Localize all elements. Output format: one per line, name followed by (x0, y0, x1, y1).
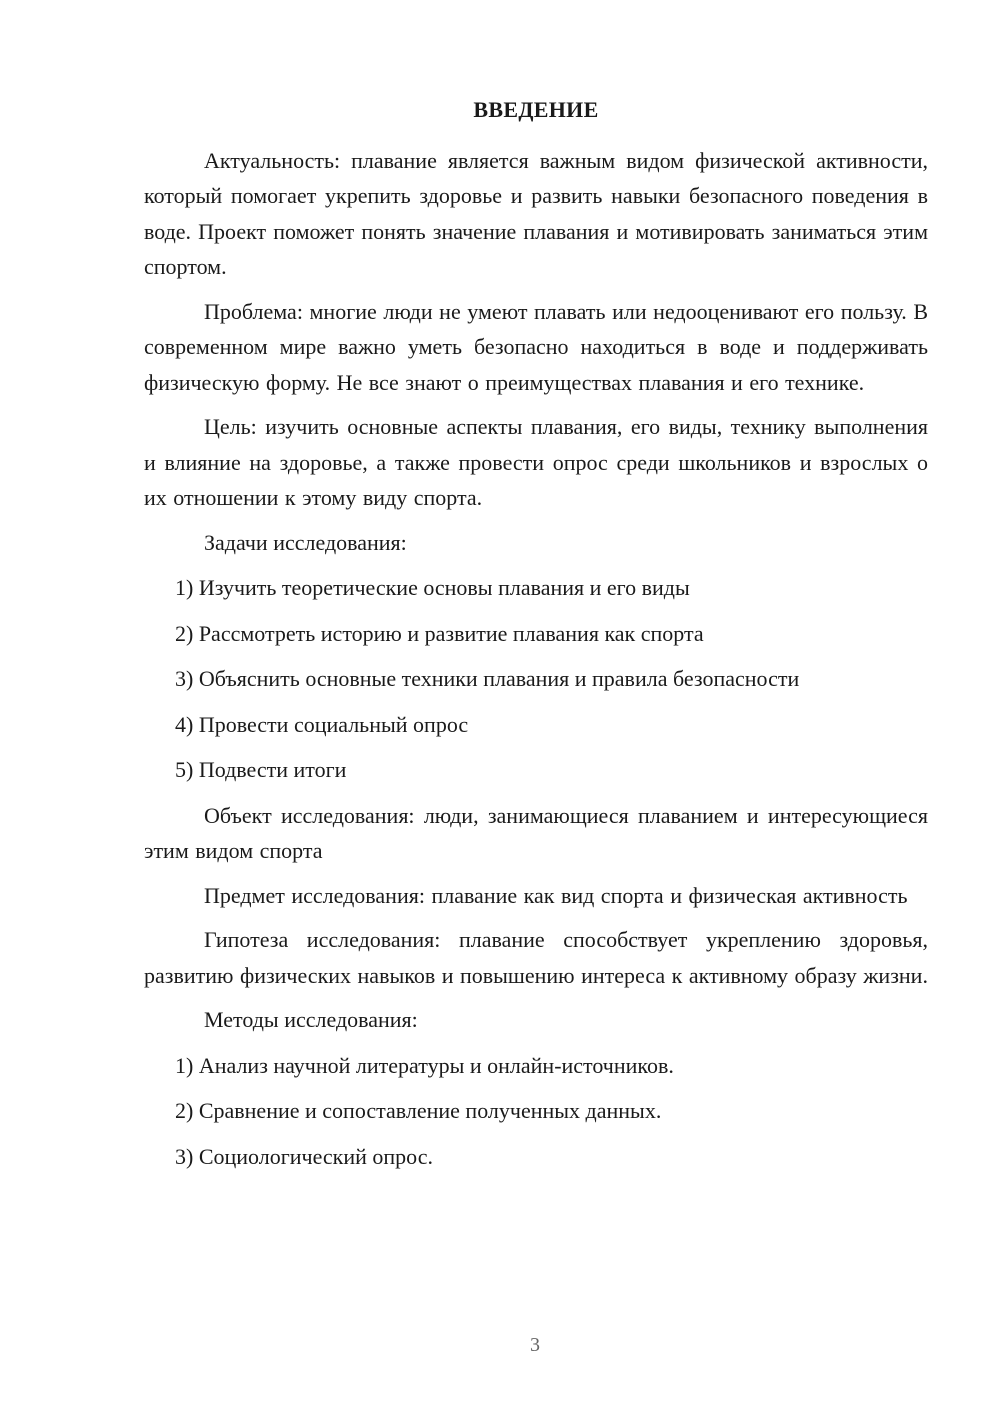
tasks-list (144, 570, 928, 788)
method-item: 1) Анализ научной литературы и онлайн-источников. (175, 1052, 674, 1078)
methods-list (144, 1048, 928, 1175)
task-item: 3) Объяснить основные техники плавания и правила безопасности (175, 666, 800, 691)
task-item: 1) Изучить теоретические основы плавания и его виды (175, 575, 690, 600)
document-page (144, 92, 928, 1184)
page-heading: ВВЕДЕНИЕ (473, 97, 599, 122)
method-item: 2) Сравнение и сопоставление полученных данных. (175, 1098, 662, 1123)
problem-paragraph: Проблема: многие люди не умеют плавать или недооценивают его пользу. В современном мире важно уметь безопасно находиться в воде и поддерживать физическую форму. Не все знают о преимуществах плавания и его технике. (144, 298, 928, 395)
relevance-paragraph: Актуальность: плавание является важным видом физической активности, который помогает укрепить здоровье и развить навыки безопасного поведения в воде. Проект поможет понять значение плавания и мотивировать заниматься этим спортом. (144, 147, 928, 279)
tasks-title: Задачи исследования: (204, 529, 407, 555)
method-item: 3) Социологический опрос. (175, 1143, 433, 1169)
task-item: 2) Рассмотреть историю и развитие плавания как спорта (175, 620, 704, 646)
hypothesis-paragraph: Гипотеза исследования: плавание способствует укреплению здоровья, развитию физических навыков и повышению интереса к активному образу жизни. (144, 927, 928, 988)
methods-title: Методы исследования: (204, 1007, 418, 1032)
task-item: 5) Подвести итоги (175, 757, 347, 782)
object-paragraph: Объект исследования: люди, занимающиеся плаванием и интересующиеся этим видом спорта (144, 802, 928, 863)
goal-paragraph: Цель: изучить основные аспекты плавания, его виды, технику выполнения и влияние на здоровье, а также провести опрос среди школьников и взрослых о их отношении к этому виду спорта. (144, 414, 928, 510)
subject-paragraph: Предмет исследования: плавание как вид спорта и физическая активность (204, 882, 908, 908)
page-number: 3 (530, 1334, 540, 1356)
task-item: 4) Провести социальный опрос (175, 711, 469, 737)
